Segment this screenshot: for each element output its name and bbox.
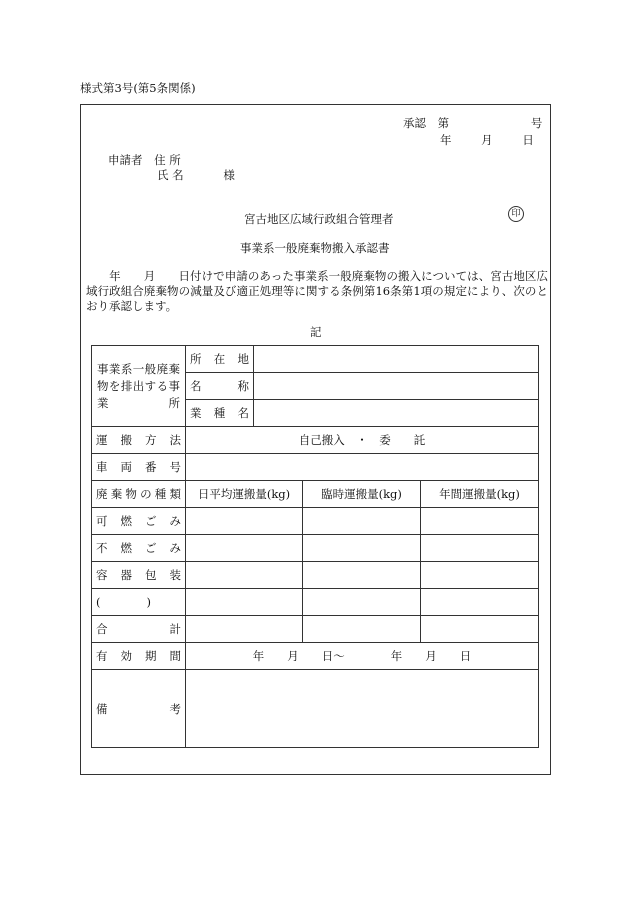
waste-type-label: 廃棄物の種類 — [92, 481, 186, 508]
number-suffix: 号 — [530, 116, 543, 130]
approval-prefix: 承認 — [403, 116, 426, 130]
seal-mark: 印 — [508, 206, 524, 222]
applicant-label: 申請者 — [108, 153, 143, 167]
daily-cell[interactable] — [186, 616, 303, 643]
honorific: 様 — [223, 168, 235, 182]
business-type-field[interactable] — [254, 400, 539, 427]
annual-amount-header: 年間運搬量(kg) — [421, 481, 539, 508]
transport-method-label: 運搬方法 — [92, 427, 186, 454]
temporary-cell[interactable] — [303, 589, 421, 616]
annual-cell[interactable] — [421, 589, 539, 616]
remarks-field[interactable] — [186, 670, 539, 748]
daily-amount-header: 日平均運搬量(kg) — [186, 481, 303, 508]
date-year: 年 — [440, 133, 452, 147]
business-name-label: 名称 — [186, 373, 254, 400]
approval-number — [403, 115, 542, 131]
annual-cell[interactable] — [421, 508, 539, 535]
body-text: 年 月 日付けで申請のあった事業系一般廃棄物の搬入については、宮古地区広域行政組合廃棄物の減量及び適正処理等に関する条例第16条第1項の規定により、次のとおり承認します。 — [86, 269, 548, 313]
date-day: 日 — [522, 133, 534, 147]
temporary-amount-header: 臨時運搬量(kg) — [303, 481, 421, 508]
daily-cell[interactable] — [186, 562, 303, 589]
temporary-cell[interactable] — [303, 562, 421, 589]
form-number-label: 様式第3号(第5条関係) — [80, 81, 196, 95]
temporary-cell[interactable] — [303, 508, 421, 535]
date-month: 月 — [481, 133, 493, 147]
ki-marker: 記 — [310, 325, 322, 339]
address-label: 住 所 — [154, 153, 181, 167]
row-label: 合計 — [92, 616, 186, 643]
annual-cell[interactable] — [421, 535, 539, 562]
row-label: ( ) — [92, 589, 186, 616]
business-type-label: 業種名 — [186, 400, 254, 427]
transport-options[interactable]: 自己搬入 ・ 委 託 — [186, 427, 539, 454]
authority-name: 宮古地区広域行政組合管理者 — [244, 212, 394, 226]
temporary-cell[interactable] — [303, 535, 421, 562]
temporary-cell[interactable] — [303, 616, 421, 643]
table-row — [92, 535, 539, 562]
applicant-address-line — [108, 152, 181, 168]
daily-cell[interactable] — [186, 508, 303, 535]
location-label: 所在地 — [186, 346, 254, 373]
remarks-label: 備考 — [92, 670, 186, 748]
name-label: 氏 名 — [157, 168, 184, 182]
approval-table — [91, 345, 539, 748]
annual-cell[interactable] — [421, 562, 539, 589]
validity-field[interactable]: 年 月 日〜 年 月 日 — [186, 643, 539, 670]
validity-label: 有効期間 — [92, 643, 186, 670]
daily-cell[interactable] — [186, 535, 303, 562]
number-prefix: 第 — [437, 116, 450, 130]
row-label: 可燃ごみ — [92, 508, 186, 535]
business-label: 事業系一般廃棄物を排出する事業所 — [92, 346, 186, 427]
table-row — [92, 589, 539, 616]
row-label: 不燃ごみ — [92, 535, 186, 562]
annual-cell[interactable] — [421, 616, 539, 643]
document-title: 事業系一般廃棄物搬入承認書 — [240, 241, 390, 255]
table-row — [92, 562, 539, 589]
business-name-field[interactable] — [254, 373, 539, 400]
vehicle-number-field[interactable] — [186, 454, 539, 481]
approval-date — [440, 132, 534, 148]
daily-cell[interactable] — [186, 589, 303, 616]
table-row — [92, 508, 539, 535]
table-row — [92, 616, 539, 643]
applicant-name-line — [157, 167, 235, 183]
vehicle-number-label: 車両番号 — [92, 454, 186, 481]
location-field[interactable] — [254, 346, 539, 373]
row-label: 容器包装 — [92, 562, 186, 589]
